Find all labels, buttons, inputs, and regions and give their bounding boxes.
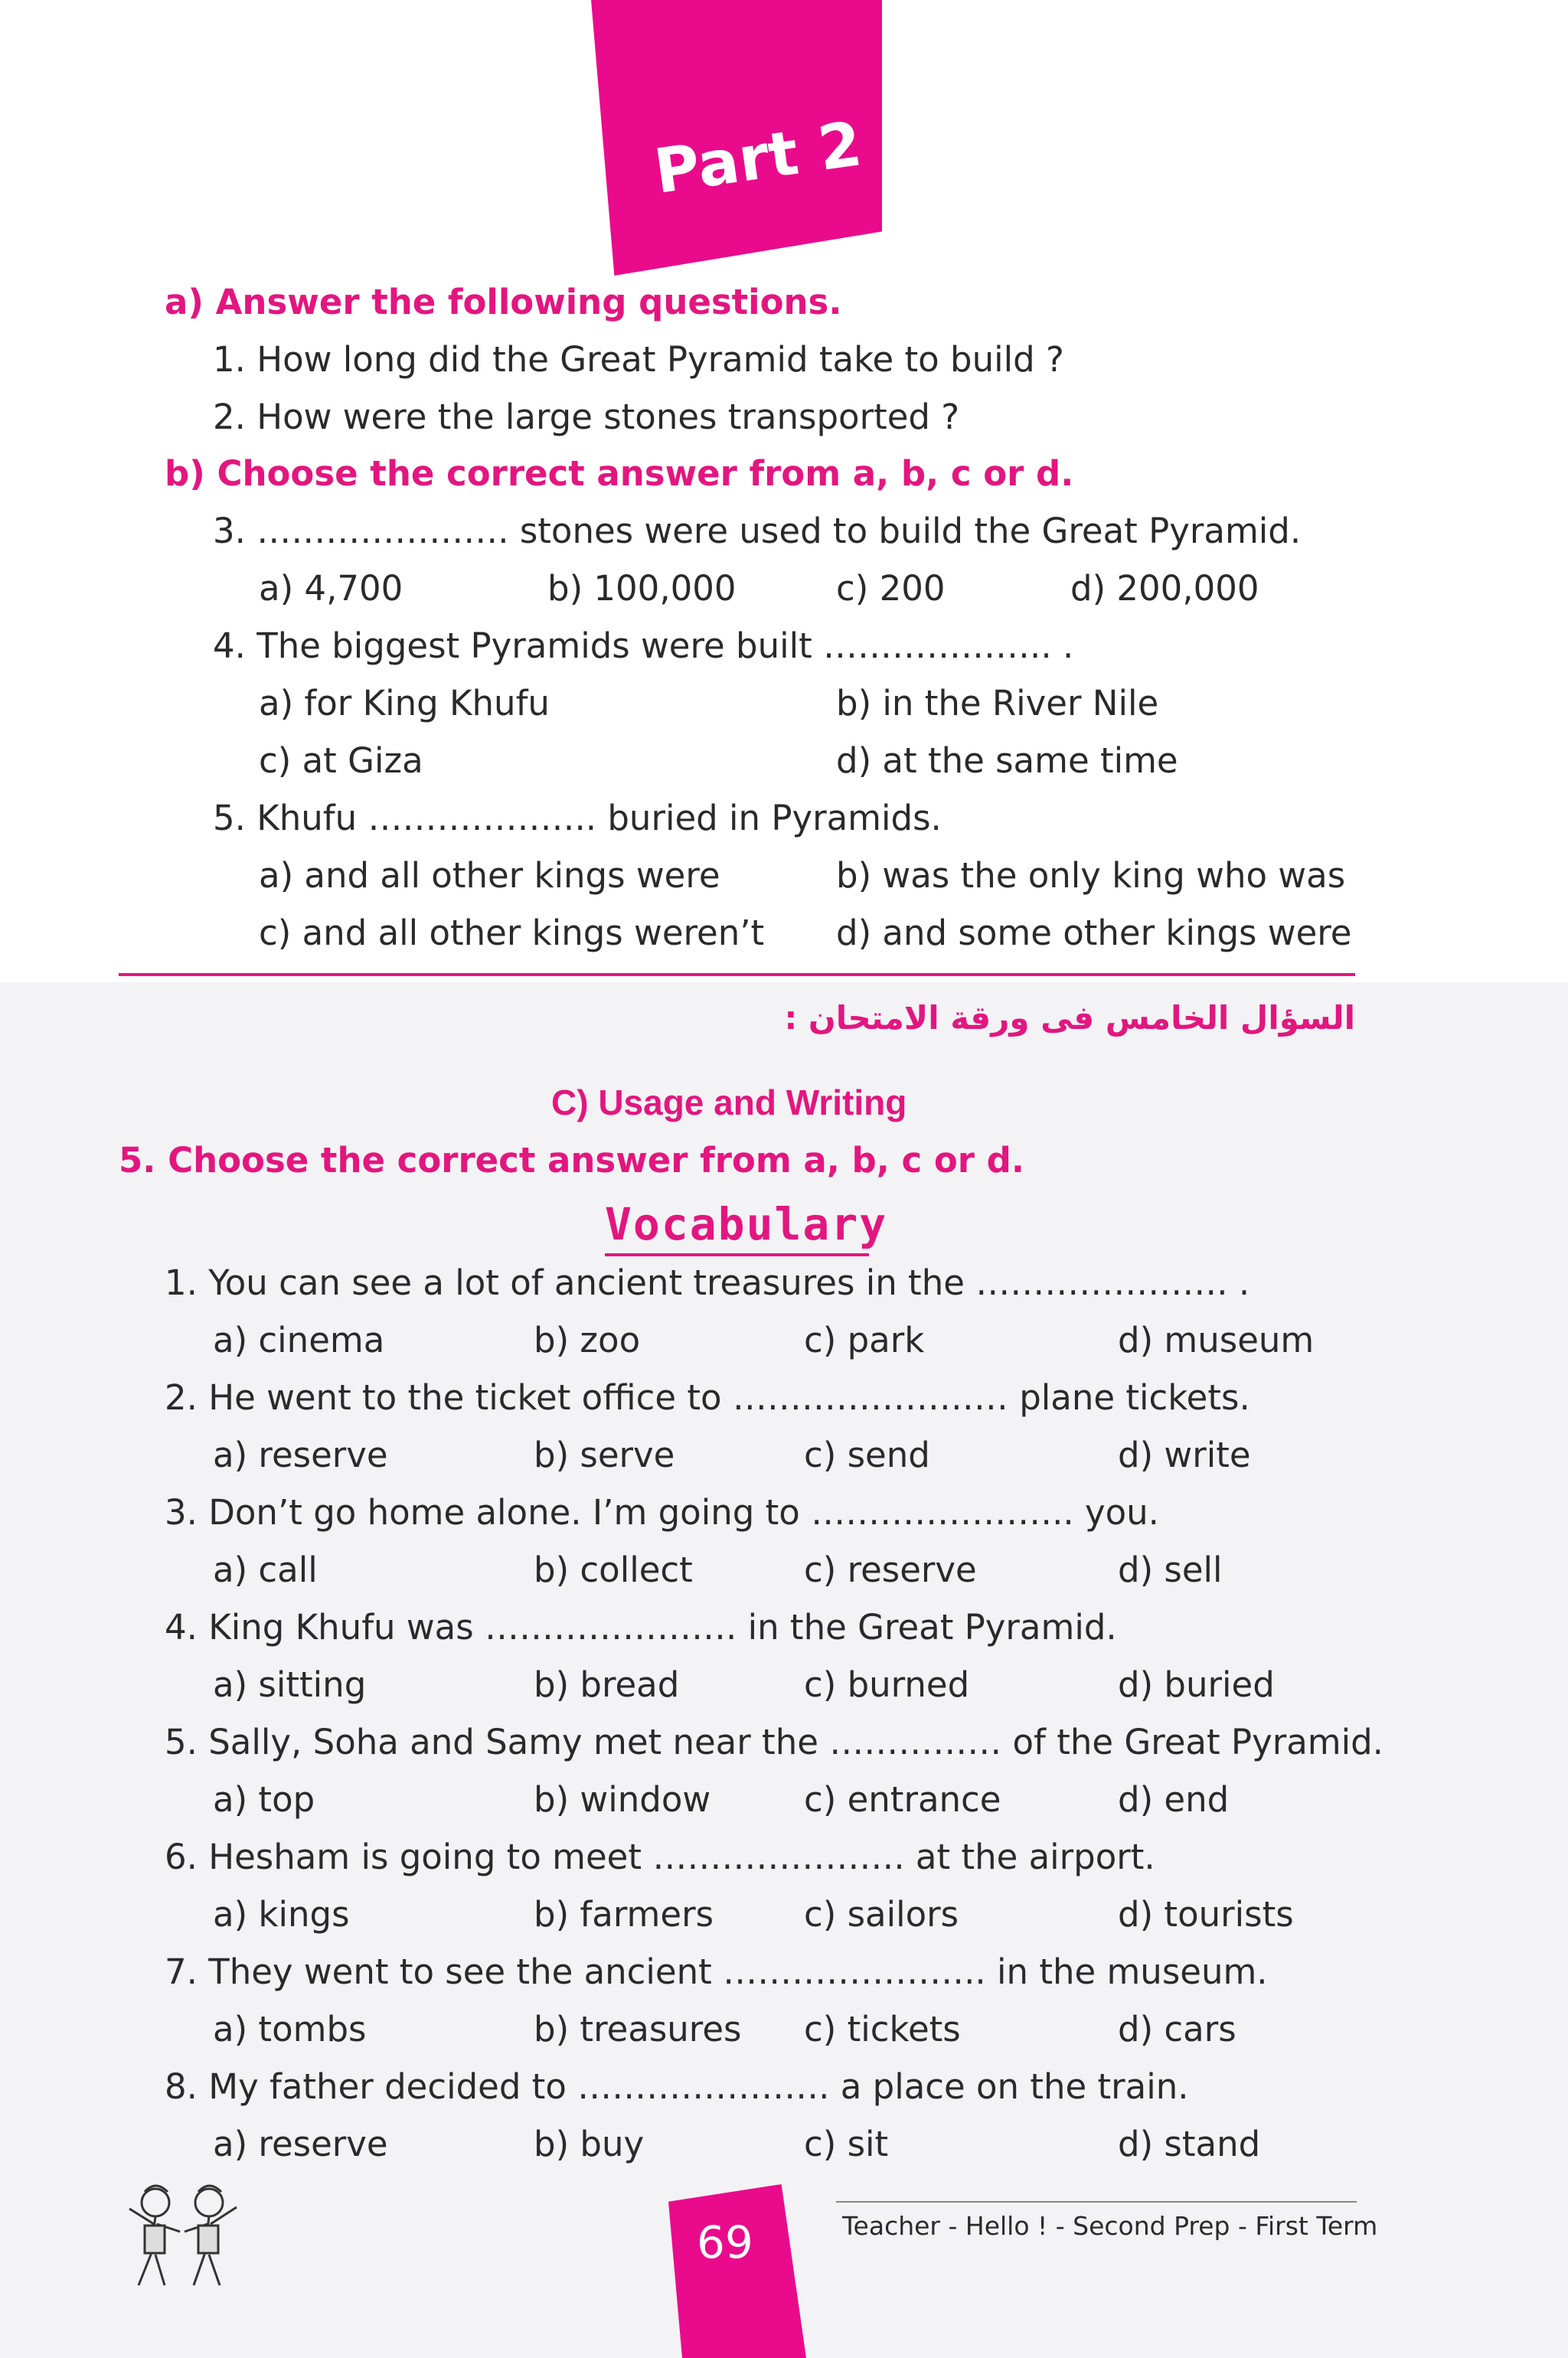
vocab-q3-option-a: a) call <box>213 1550 318 1590</box>
question-1: 1. How long did the Great Pyramid take to build ? <box>213 339 1064 380</box>
vocab-q2-option-b: b) serve <box>534 1435 675 1475</box>
b-q5-option-a: a) and all other kings were <box>259 855 720 896</box>
section-divider <box>119 973 1355 976</box>
vocab-q7-option-a: a) tombs <box>213 2009 367 2049</box>
footer-caption: Teacher - Hello ! - Second Prep - First Term <box>842 2211 1378 2241</box>
vocab-question-2: 2. He went to the ticket office to …………………… plane tickets. <box>165 1377 1250 1418</box>
b-q4-option-b: b) in the River Nile <box>836 683 1159 723</box>
part-banner-title: Part 2 <box>650 108 867 207</box>
vocab-question-6: 6. Hesham is going to meet …………………. at the airport. <box>165 1837 1155 1877</box>
vocab-q8-option-c: c) sit <box>804 2124 889 2164</box>
vocab-q1-option-a: a) cinema <box>213 1320 385 1360</box>
vocab-question-3: 3. Don’t go home alone. I’m going to ………………….. you. <box>165 1492 1159 1533</box>
arabic-exam-heading: السؤال الخامس فى ورقة الامتحان : <box>784 999 1355 1037</box>
vocab-q1-option-b: b) zoo <box>534 1320 641 1360</box>
choose-heading: 5. Choose the correct answer from a, b, c or d. <box>119 1140 1024 1181</box>
vocab-q3-option-c: c) reserve <box>804 1550 977 1590</box>
vocab-q7-option-d: d) cars <box>1118 2009 1236 2049</box>
vocab-q4-option-d: d) buried <box>1118 1664 1275 1705</box>
vocab-q8-option-b: b) buy <box>534 2124 645 2164</box>
vocab-q2-option-a: a) reserve <box>213 1435 388 1475</box>
b-q3-option-c: c) 200 <box>836 568 946 609</box>
vocab-question-7: 7. They went to see the ancient ………………….. in the museum. <box>165 1951 1268 1992</box>
vocab-q1-option-d: d) museum <box>1118 1320 1315 1360</box>
b-question-3: 3. …………………. stones were used to build the Great Pyramid. <box>213 511 1302 551</box>
vocab-question-4: 4. King Khufu was …………………. in the Great Pyramid. <box>165 1607 1117 1648</box>
vocab-q4-option-c: c) burned <box>804 1664 970 1705</box>
vocab-q7-option-b: b) treasures <box>534 2009 742 2049</box>
vocab-q2-option-d: d) write <box>1118 1435 1251 1475</box>
b-q3-option-d: d) 200,000 <box>1070 568 1259 609</box>
vocab-q8-option-d: d) stand <box>1118 2124 1261 2164</box>
vocab-q8-option-a: a) reserve <box>213 2124 388 2164</box>
vocab-q1-option-c: c) park <box>804 1320 925 1360</box>
vocab-q5-option-b: b) window <box>534 1779 711 1820</box>
vocab-q4-option-a: a) sitting <box>213 1664 367 1705</box>
vocab-q5-option-c: c) entrance <box>804 1779 1001 1820</box>
page-number: 69 <box>697 2216 753 2268</box>
vocab-q4-option-b: b) bread <box>534 1664 680 1705</box>
vocab-q6-option-d: d) tourists <box>1118 1894 1294 1935</box>
vocabulary-underline <box>605 1253 869 1256</box>
vocab-q6-option-c: c) sailors <box>804 1894 959 1935</box>
vocab-question-1: 1. You can see a lot of ancient treasures in the …………………. . <box>165 1262 1250 1303</box>
b-q4-option-d: d) at the same time <box>836 740 1178 781</box>
vocab-q5-option-d: d) end <box>1118 1779 1230 1820</box>
vocab-q7-option-c: c) tickets <box>804 2009 961 2049</box>
footer-rule <box>836 2201 1357 2203</box>
b-q3-option-a: a) 4,700 <box>259 568 403 609</box>
b-q4-option-c: c) at Giza <box>259 740 423 781</box>
vocab-q5-option-a: a) top <box>213 1779 315 1820</box>
b-q4-option-a: a) for King Khufu <box>259 683 550 723</box>
b-q3-option-b: b) 100,000 <box>547 568 737 609</box>
children-illustration <box>119 2178 249 2293</box>
section-b-heading: b) Choose the correct answer from a, b, c or d. <box>165 453 1074 494</box>
usage-writing-heading: C) Usage and Writing <box>551 1083 907 1122</box>
b-q5-option-c: c) and all other kings weren’t <box>259 913 765 953</box>
question-2: 2. How were the large stones transported ? <box>213 397 960 437</box>
vocab-q2-option-c: c) send <box>804 1435 930 1475</box>
b-q5-option-b: b) was the only king who was <box>836 855 1346 896</box>
vocab-q6-option-b: b) farmers <box>534 1894 714 1935</box>
b-question-4: 4. The biggest Pyramids were built ……………….. . <box>213 625 1074 666</box>
vocab-q6-option-a: a) kings <box>213 1894 350 1935</box>
vocabulary-title: Vocabulary <box>605 1198 888 1250</box>
vocab-q3-option-d: d) sell <box>1118 1550 1223 1590</box>
b-question-5: 5. Khufu ……………….. buried in Pyramids. <box>213 798 942 838</box>
section-a-heading: a) Answer the following questions. <box>165 282 842 322</box>
vocab-question-8: 8. My father decided to …………………. a place on the train. <box>165 2066 1189 2107</box>
vocab-q3-option-b: b) collect <box>534 1550 693 1590</box>
b-q5-option-d: d) and some other kings were <box>836 913 1352 953</box>
vocab-question-5: 5. Sally, Soha and Samy met near the …………… of the Great Pyramid. <box>165 1722 1383 1762</box>
